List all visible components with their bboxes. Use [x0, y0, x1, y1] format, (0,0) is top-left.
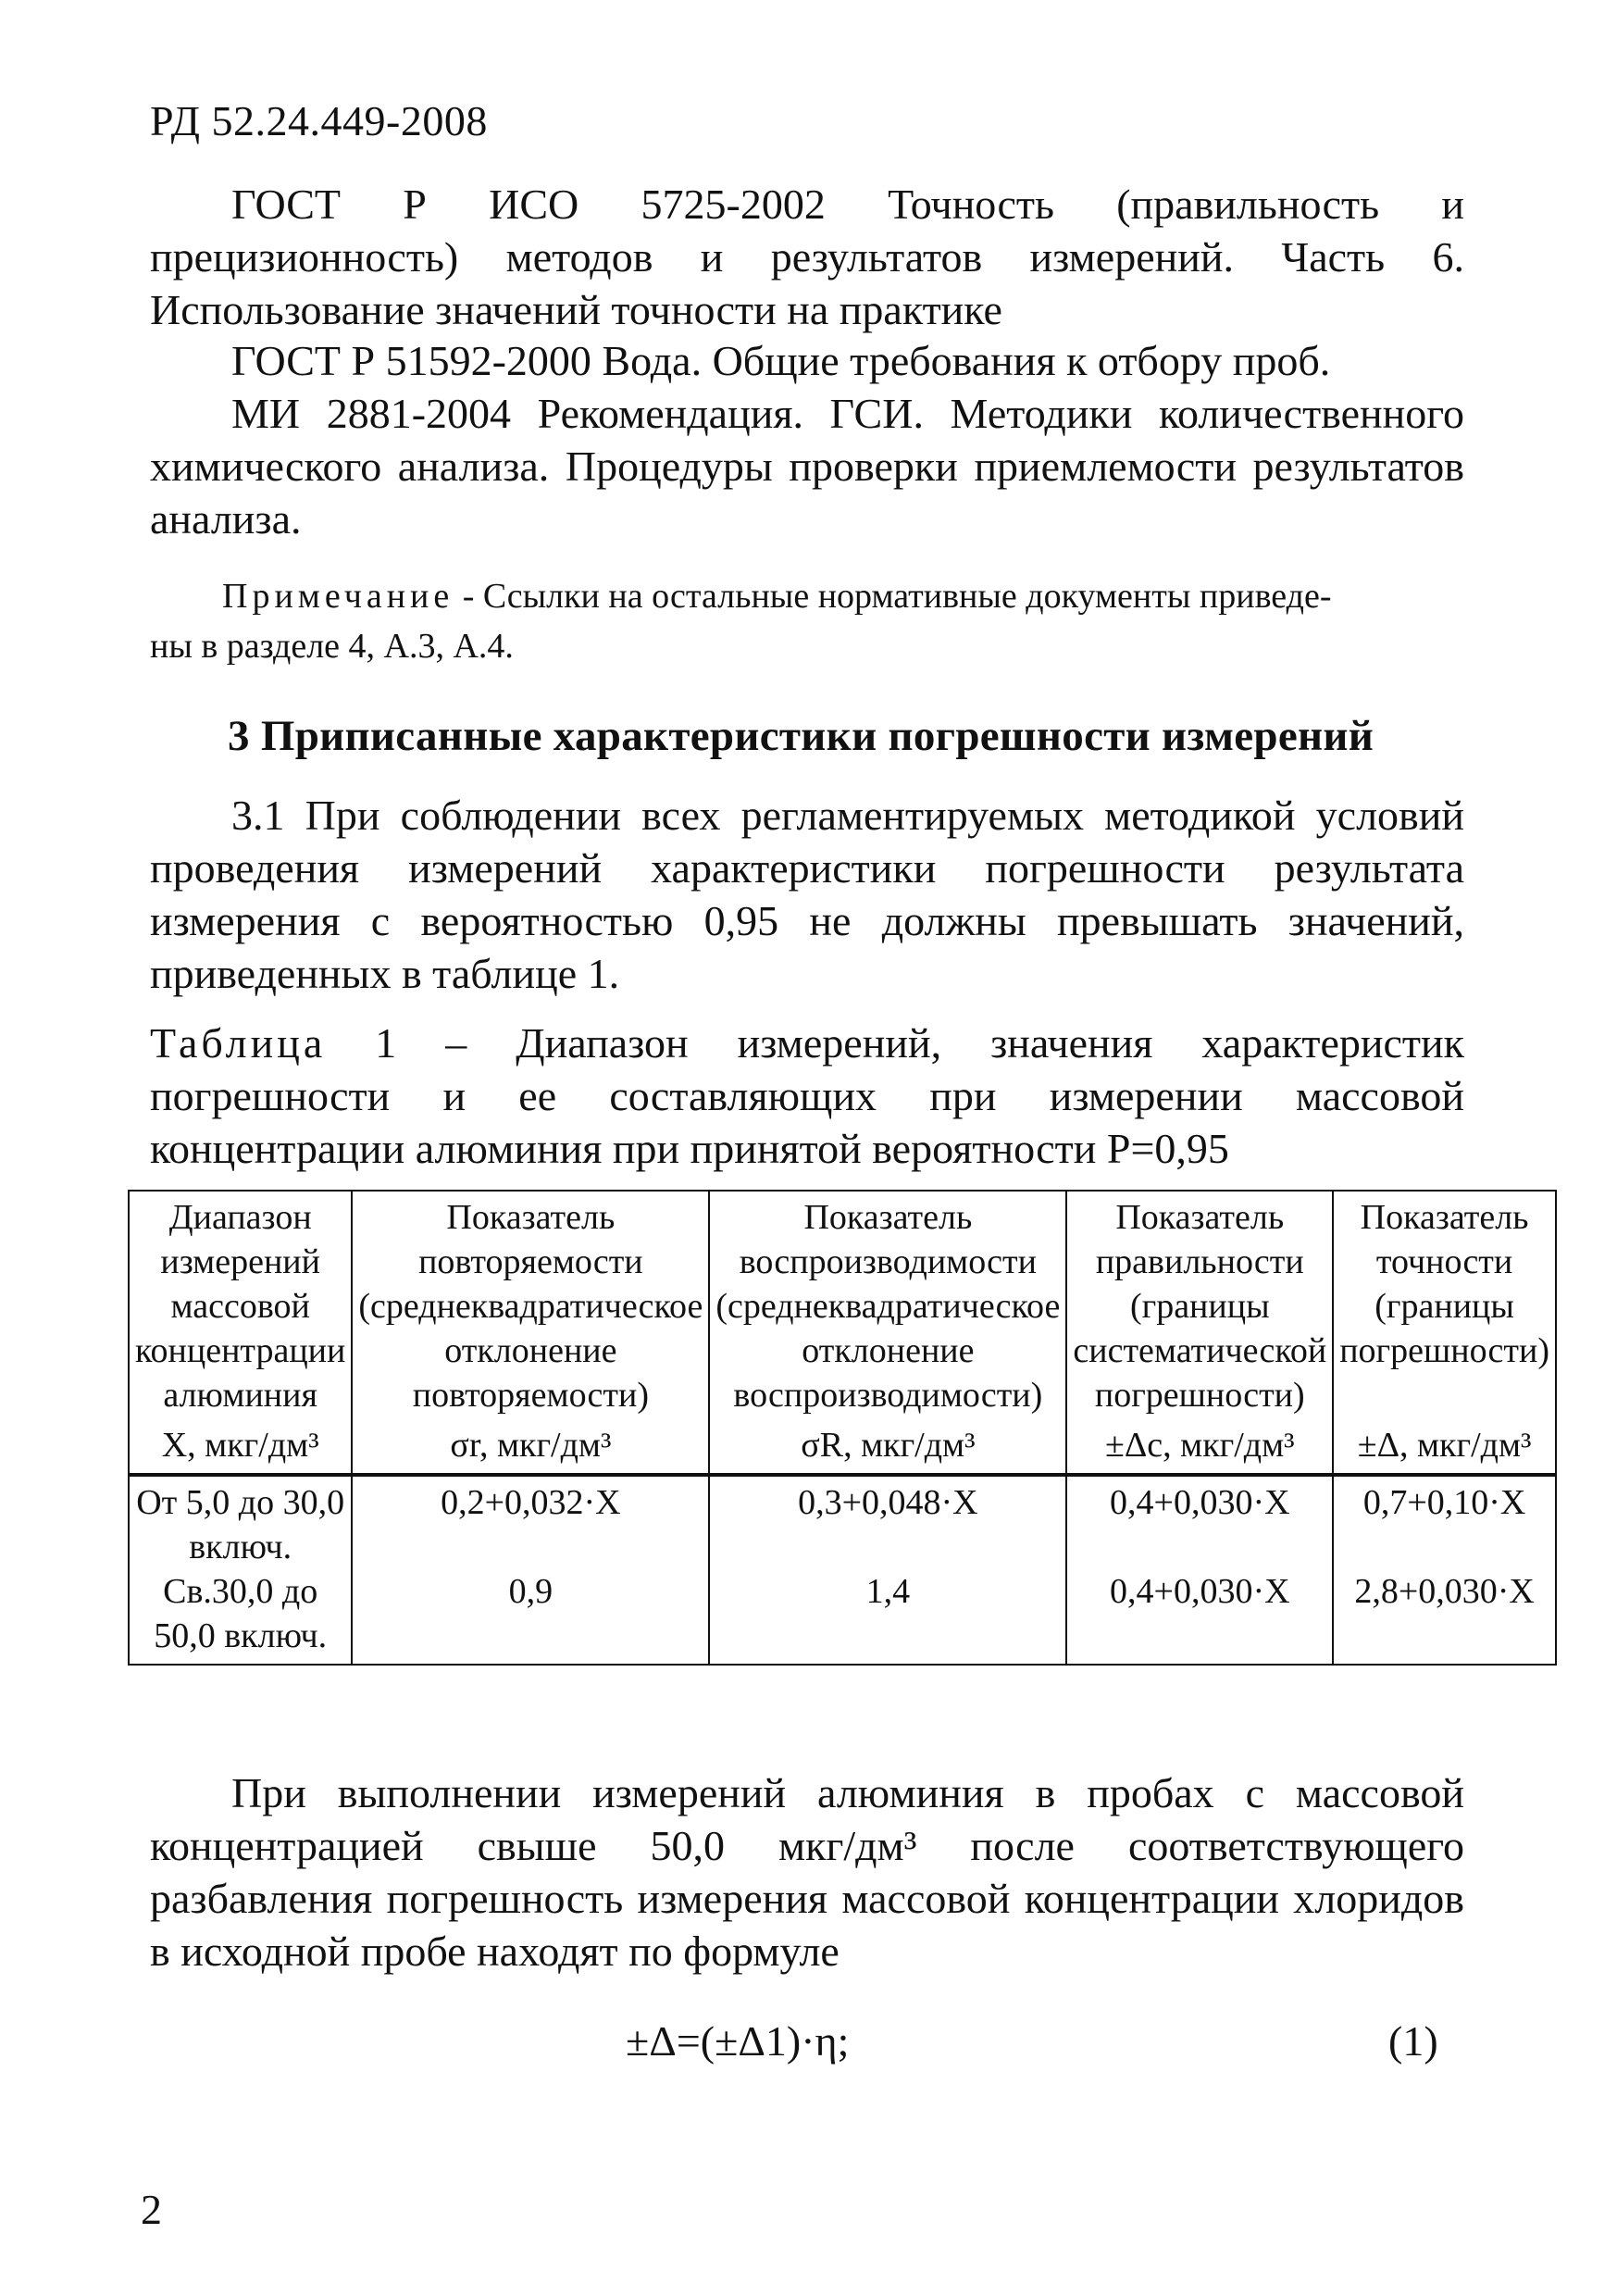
table-unit-sigma-R: σR, мкг/дм³: [709, 1423, 1066, 1475]
paragraph-dilution: При выполнении измерений алюминия в пробах с массовой концентрацией свыше 50,0 мкг/дм³ после соответствующего разбавления погрешность измерения массовой концентрации хлоридов в исходной пробе находят по формуле: [150, 1769, 1464, 1975]
paragraph-3-1: 3.1 При соблюдении всех регламентируемых методикой условий проведения измерений характеристики погрешности результата измерения с вероятностью 0,95 не должны превышать значений, приведенных в таблице 1.: [150, 792, 1464, 997]
table-header-reproducibility: Показатель воспроизводимости (среднеквадратическое отклонение воспроизводимости): [709, 1191, 1066, 1423]
table-row: [129, 1475, 1556, 1569]
table-caption-text: 1 – Диапазон измерений, значения характеристик погрешности и ее составляющих при измерении массовой концентрации алюминия при принятой вероятности Р=0,95: [150, 1019, 1464, 1172]
table-cell-accuracy: 2,8+0,030·X: [1333, 1569, 1556, 1665]
table-unit-delta-c: ±Δc, мкг/дм³: [1066, 1423, 1333, 1475]
note-text-line2: ны в разделе 4, А.3, А.4.: [150, 627, 514, 666]
formula-1-number: (1): [1388, 2017, 1438, 2065]
note-text: - Ссылки на остальные нормативные документы приведе-: [454, 577, 1332, 616]
table-cell-range: Св.30,0 до 50,0 включ.: [129, 1569, 352, 1665]
page-number: 2: [141, 2186, 162, 2233]
table-unit-x: X, мкг/дм³: [129, 1423, 352, 1475]
section-3-title: 3 Приписанные характеристики погрешности измерений: [228, 712, 1374, 760]
table-unit-delta: ±Δ, мкг/дм³: [1333, 1423, 1556, 1475]
table-header-range: Диапазон измерений массовой концентрации алюминия: [129, 1191, 352, 1423]
table-cell-reproducibility: 1,4: [709, 1569, 1066, 1665]
reference-mi-2881: МИ 2881-2004 Рекомендация. ГСИ. Методики количественного химического анализа. Процедуры проверки приемлемости результатов анализа.: [150, 390, 1464, 543]
table-unit-sigma-r: σr, мкг/дм³: [352, 1423, 709, 1475]
reference-gost-51592: ГОСТ Р 51592-2000 Вода. Общие требования к отбору проб.: [231, 337, 1331, 384]
table-header-repeatability: Показатель повторяемости (среднеквадратическое отклонение повторяемости): [352, 1191, 709, 1423]
table-cell-repeatability: 0,9: [352, 1569, 709, 1665]
document-code: РД 52.24.449-2008: [150, 97, 488, 144]
table-1-caption: [150, 1017, 1464, 1175]
table-cell-repeatability: 0,2+0,032·X: [352, 1475, 709, 1569]
note: [222, 572, 1464, 620]
table-1: [128, 1190, 1557, 1666]
table-row: [129, 1569, 1556, 1665]
table-cell-trueness: 0,4+0,030·X: [1066, 1475, 1333, 1569]
formula-1: ±Δ=(±Δ1)·η;: [626, 2017, 850, 2065]
table-header-trueness: Показатель правильности (границы систематической погрешности): [1066, 1191, 1333, 1423]
table-caption-label: Таблица: [150, 1019, 327, 1067]
table-cell-range: От 5,0 до 30,0 включ.: [129, 1475, 352, 1569]
table-cell-reproducibility: 0,3+0,048·X: [709, 1475, 1066, 1569]
table-cell-accuracy: 0,7+0,10·X: [1333, 1475, 1556, 1569]
table-cell-trueness: 0,4+0,030·X: [1066, 1569, 1333, 1665]
note-label: Примечание: [222, 577, 454, 616]
table-header-accuracy: Показатель точности (границы погрешности): [1333, 1191, 1556, 1423]
reference-gost-iso-5725: ГОСТ Р ИСО 5725-2002 Точность (правильность и прецизионность) методов и результатов измерений. Часть 6. Использование значений точности на практике: [150, 181, 1464, 333]
